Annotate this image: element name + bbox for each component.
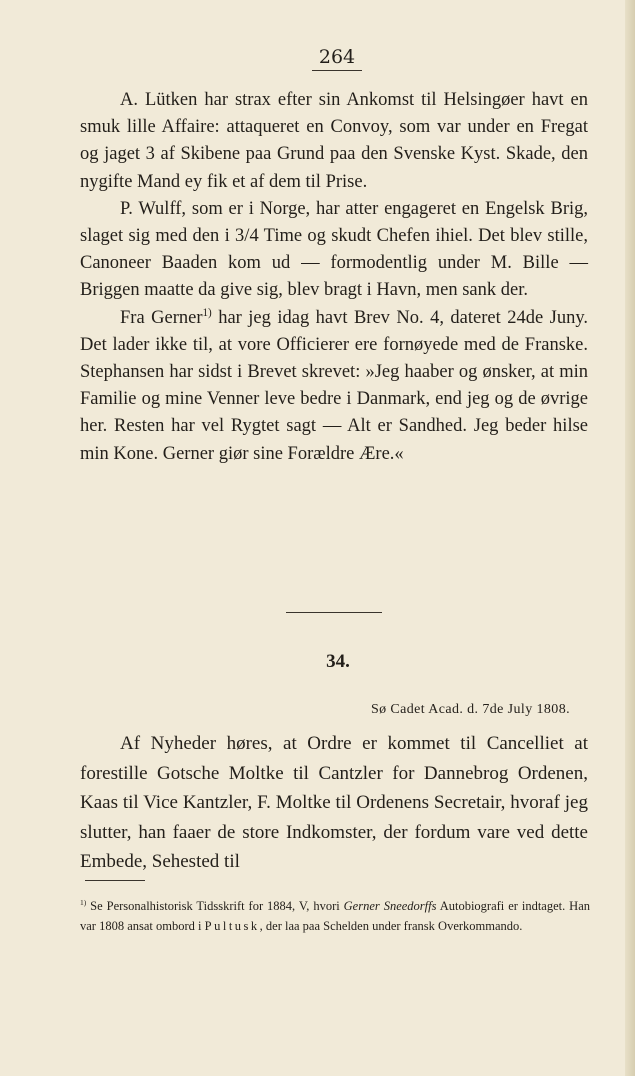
footnote-text-2: Autobiografi er indtaget. Han var 1808 ansat ombord i <box>80 899 590 933</box>
footnote-text-1: Se Personalhistorisk Tidsskrift for 1884, V, hvori <box>86 899 344 913</box>
footnote-rule <box>85 880 145 881</box>
footnote-text-3: , der laa paa Schelden under fransk Overkommando. <box>259 919 523 933</box>
footnote-reference: 1) <box>202 306 212 319</box>
letter-number: 34. <box>326 651 350 672</box>
footnote <box>80 896 590 936</box>
footnote-spaced-ship: Pultusk <box>204 919 260 933</box>
gerner-text-rest: har jeg idag havt Brev No. 4, dateret 24de Juny. Det lader ikke til, at vore Officierer ere fornøyede med de Franske. Stephansen har sidst i Brevet skrevet: »Jeg haaber og ønsker, at min Familie og mine Venner leve bedre i Danmark, end jeg og de øvrige her. Resten har vel Rygtet sagt — Alt er Sandhed. Jeg beder hilse min Kone. Gerner giør sine Forældre Ære.« <box>80 307 589 464</box>
paragraph-lutken: A. Lütken har strax efter sin Ankomst til Helsingøer havt en smuk lille Affaire: attaqueret en Convoy, som var under en Fregat og jaget 3 af Skibene paa Grund paa den Svenske Kyst. Skade, den nygifte Mand ey fik et af dem til Prise. <box>80 90 588 192</box>
page-edge <box>625 0 635 1076</box>
footnote-italic-name: Gerner Sneedorffs <box>343 899 437 913</box>
gerner-text-start: Fra Gerner <box>120 307 203 328</box>
paragraph-nyheder: Af Nyheder høres, at Ordre er kommet til Cancelliet at forestille Gotsche Moltke til Cantzler for Dannebrog Ordenen, Kaas til Vice Kantzler, F. Moltke til Ordenens Secretair, hvoraf jeg slutter, han faaer de store Indkomster, der fordum vare ved dette Embede, Sehested til <box>80 733 588 872</box>
paragraph-gerner <box>80 305 588 468</box>
footnote-mark: 1) <box>80 897 87 907</box>
body-text-top <box>80 87 588 468</box>
body-text-letter <box>80 729 588 877</box>
paragraph-wulff: P. Wulff, som er i Norge, har atter engageret en Engelsk Brig, slaget sig med den i 3/4 Time og skudt Chefen ihiel. Det blev stille, Canoneer Baaden kom ud — formodentlig under M. Bille — Briggen maatte da give sig, blev bragt i Havn, men sank der. <box>80 198 588 301</box>
letter-dateline: Sø Cadet Acad. d. 7de July 1808. <box>370 702 570 717</box>
page-number: 264 <box>312 46 362 71</box>
section-separator <box>286 612 382 613</box>
